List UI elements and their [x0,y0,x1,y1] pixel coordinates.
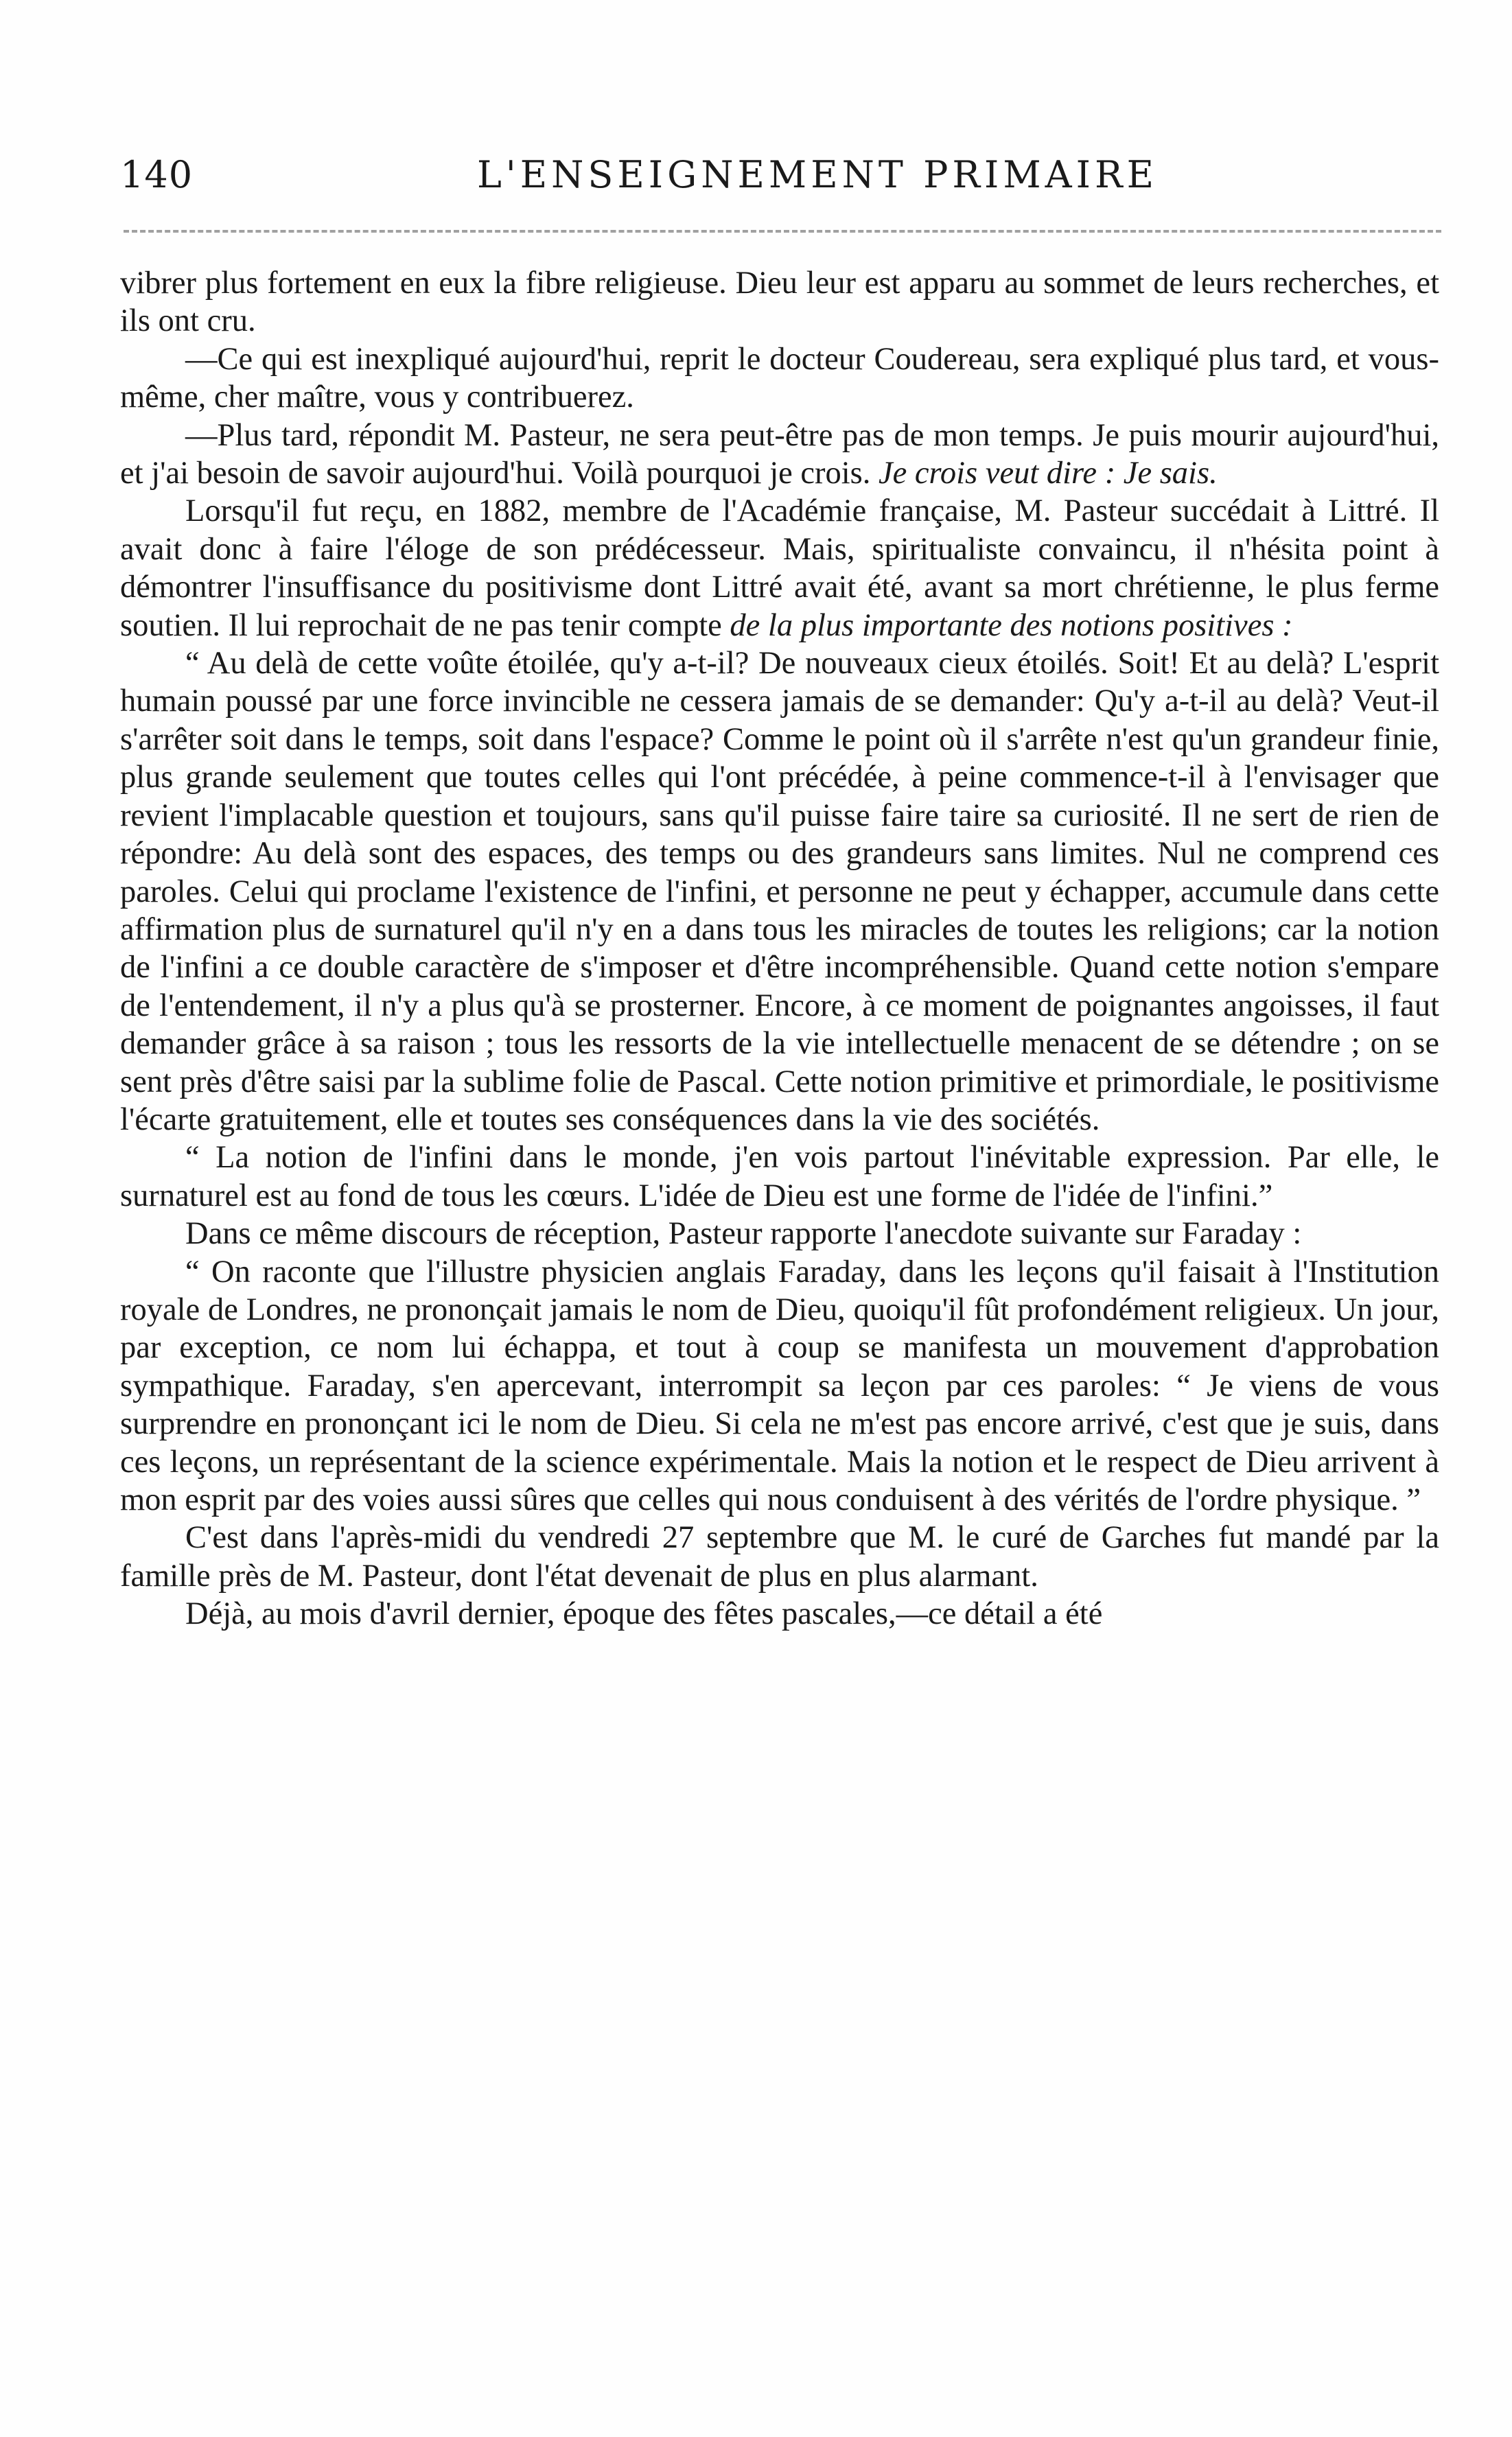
quote-infini: “ Au delà de cette voûte étoilée, qu'y a-t-il? De nouveaux cieux étoilés. Soit! Et au delà? L'esprit humain poussé par une force invincible ne cessera jamais de se demander: Qu'y a-t-il au delà? Veut-il s'arrêter soit dans le temps, soit dans l'espace? Comme le point où il s'arrête n'est qu'un grandeur finie, plus grande seulement que toutes celles qui l'ont précédée, à peine commence-t-il à l'envisager que revient l'implacable question et toujours, sans qu'il puisse faire taire sa curiosité. Il ne sert de rien de répondre: Au delà sont des espaces, des temps ou des grandeurs sans limites. Nul ne comprend ces paroles. Celui qui proclame l'existence de l'infini, et personne ne peut y échapper, accumule dans cette affirmation plus de surnaturel qu'il n'y en a dans tous les miracles de toutes les religions; car la notion de l'infini a ce double caractère de s'imposer et d'être incompréhensible. Quand cette notion s'empare de l'entendement, il n'y a plus qu'à se prosterner. Encore, à ce moment de poignantes angoisses, il faut demander grâce à sa raison ; tous les ressorts de la vie intellectuelle menacent de se détendre ; on se sent près d'être saisi par la sublime folie de Pascal. Cette notion primitive et primordiale, le positivisme l'écarte gratuitement, elle et toutes ses conséquences dans la vie des sociétés. [120,646,1439,1137]
paragraph-faraday-intro: Dans ce même discours de réception, Pasteur rapporte l'anecdote suivante sur Faraday : [185,1216,1302,1252]
paragraph-coudereau-reply: —Ce qui est inexpliqué aujourd'hui, reprit le docteur Coudereau, sera expliqué plus tard, et vous-même, cher maître, vous y contribuerez. [120,341,1439,415]
running-title: L'ENSEIGNEMENT PRIMAIRE [477,153,1159,196]
header-rule [124,230,1441,233]
pasteur-reply-text: —Plus tard, répondit M. Pasteur, ne sera peut-être pas de mon temps. Je puis mourir aujourd'hui, et j'ai besoin de savoir aujourd'hui. Voilà pourquoi je crois. [120,417,1439,491]
academie-text: Lorsqu'il fut reçu, en 1882, membre de l'Académie française, M. Pasteur succédait à Littré. Il avait donc à faire l'éloge de son prédécesseur. Mais, spiritualiste convaincu, il n'hésita point à démontrer l'insuffisance du positivisme dont Littré avait été, avant sa mort chrétienne, le plus ferme soutien. Il lui reprochait de ne pas tenir compte [120,493,1439,643]
paragraph-avril: Déjà, au mois d'avril dernier, époque des fêtes pascales,—ce détail a été [185,1596,1103,1632]
pasteur-reply-italic: Je crois veut dire : Je sais. [879,456,1218,491]
quote-faraday: “ On raconte que l'illustre physicien anglais Faraday, dans les leçons qu'il faisait à l'Institution royale de Londres, ne prononçait jamais le nom de Dieu, quoiqu'il fût profondément religieux. Un jour, par exception, ce nom lui échappa, et tout à coup se manifesta un mouvement d'approbation sympathique. Faraday, s'en apercevant, interrompit sa leçon par ces paroles: “ Je viens de vous surprendre en prononçant ici le nom de Dieu. Si cela ne m'est pas encore arrivé, c'est que je suis, dans ces leçons, un représentant de la science expérimentale. Mais la notion et le respect de Dieu arrivent à mon esprit par des voies aussi sûres que celles qui nous conduisent à des vérités de l'ordre physique. ” [120,1254,1439,1517]
paragraph-garches: C'est dans l'après-midi du vendredi 27 septembre que M. le curé de Garches fut mandé par la famille près de M. Pasteur, dont l'état devenait de plus en plus alarmant. [120,1520,1439,1594]
academie-italic: de la plus importante des notions positives : [730,607,1293,643]
page-number: 140 [120,153,194,196]
paragraph-continuation: vibrer plus fortement en eux la fibre religieuse. Dieu leur est apparu au sommet de leurs recherches, et ils ont cru. [120,266,1439,339]
quote-notion-infini: “ La notion de l'infini dans le monde, j'en vois partout l'inévitable expression. Par elle, le surnaturel est au fond de tous les cœurs. L'idée de Dieu est une forme de l'idée de l'infini.” [120,1140,1439,1213]
paragraph-pasteur-reply [120,417,1439,493]
page-header [120,151,1431,199]
body-text [120,264,1439,1633]
paragraph-academie [120,492,1439,644]
